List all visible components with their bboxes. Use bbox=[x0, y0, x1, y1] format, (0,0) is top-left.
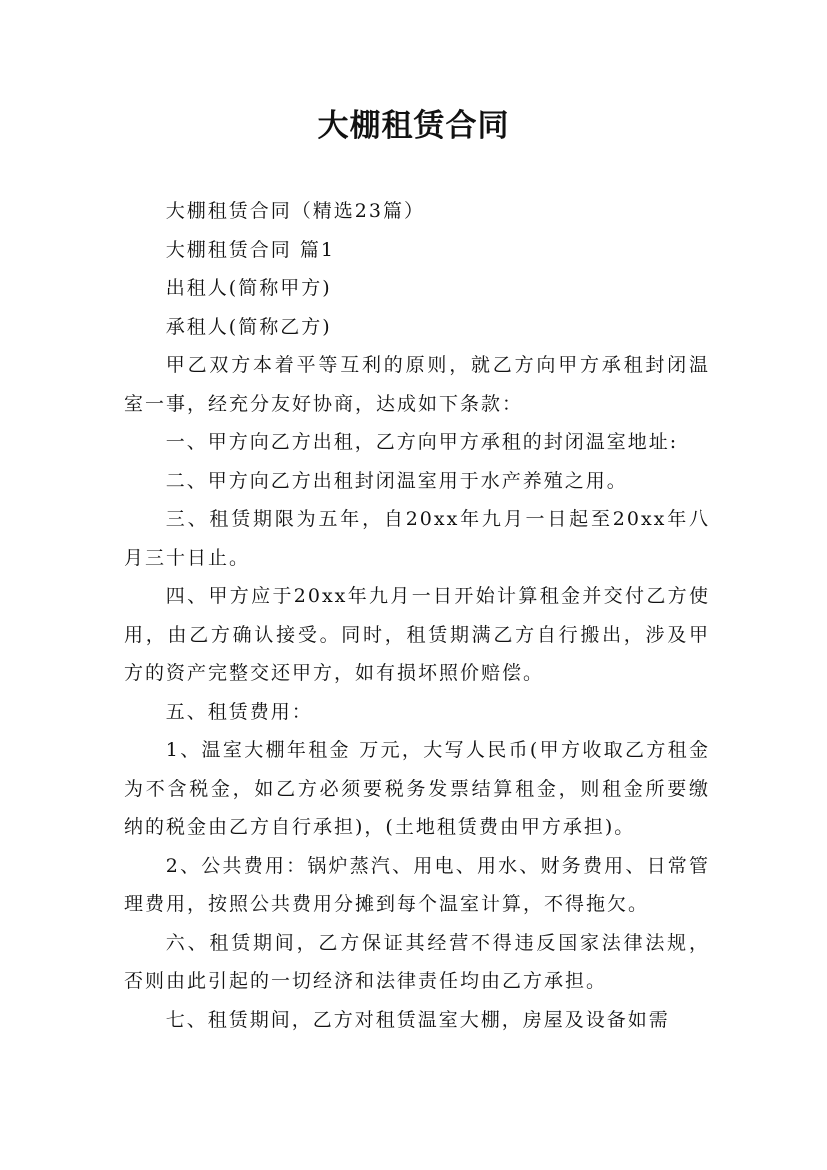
paragraph-clause-5: 五、租赁费用： bbox=[165, 700, 313, 723]
paragraph-lessee: 承租人(简称乙方) bbox=[165, 315, 332, 338]
document-title: 大棚租赁合同 bbox=[317, 108, 510, 144]
paragraph-lessor: 出租人(简称甲方) bbox=[165, 277, 332, 299]
paragraph-preamble: 甲乙双方本着平等互利的原则，就乙方向甲方承租封闭温室一事，经充分友好协商，达成如下条款： bbox=[124, 354, 710, 415]
paragraph-clause-1: 一、甲方向乙方出租，乙方向甲方承租的封闭温室地址: bbox=[165, 431, 679, 453]
paragraph-clause-3: 三、租赁期限为五年，自20xx年九月一日起至20xx年八月三十日止。 bbox=[124, 508, 710, 569]
paragraph-article-heading: 大棚租赁合同 篇1 bbox=[165, 238, 335, 261]
paragraph-collection-title: 大棚租赁合同（精选23篇） bbox=[165, 200, 425, 222]
paragraph-clause-5-1: 1、温室大棚年租金 万元，大写人民币(甲方收取乙方租金为不含税金，如乙方必须要税务发票结算租金，则租金所要缴纳的税金由乙方自行承担)，(土地租赁费由甲方承担)。 bbox=[124, 739, 710, 838]
paragraph-clause-6: 六、租赁期间，乙方保证其经营不得违反国家法律法规，否则由此引起的一切经济和法律责任均由乙方承担。 bbox=[124, 931, 710, 992]
paragraph-clause-7: 七、租赁期间，乙方对租赁温室大棚，房屋及设备如需 bbox=[165, 1008, 670, 1031]
paragraph-clause-2: 二、甲方向乙方出租封闭温室用于水产养殖之用。 bbox=[165, 469, 628, 492]
paragraph-clause-4: 四、甲方应于20xx年九月一日开始计算租金并交付乙方使用，由乙方确认接受。同时，租赁期满乙方自行搬出，涉及甲方的资产完整交还甲方，如有损坏照价赔偿。 bbox=[124, 585, 710, 684]
paragraph-clause-5-2: 2、公共费用：锅炉蒸汽、用电、用水、财务费用、日常管理费用，按照公共费用分摊到每个温室计算，不得拖欠。 bbox=[124, 854, 710, 915]
document-body bbox=[124, 192, 710, 1039]
